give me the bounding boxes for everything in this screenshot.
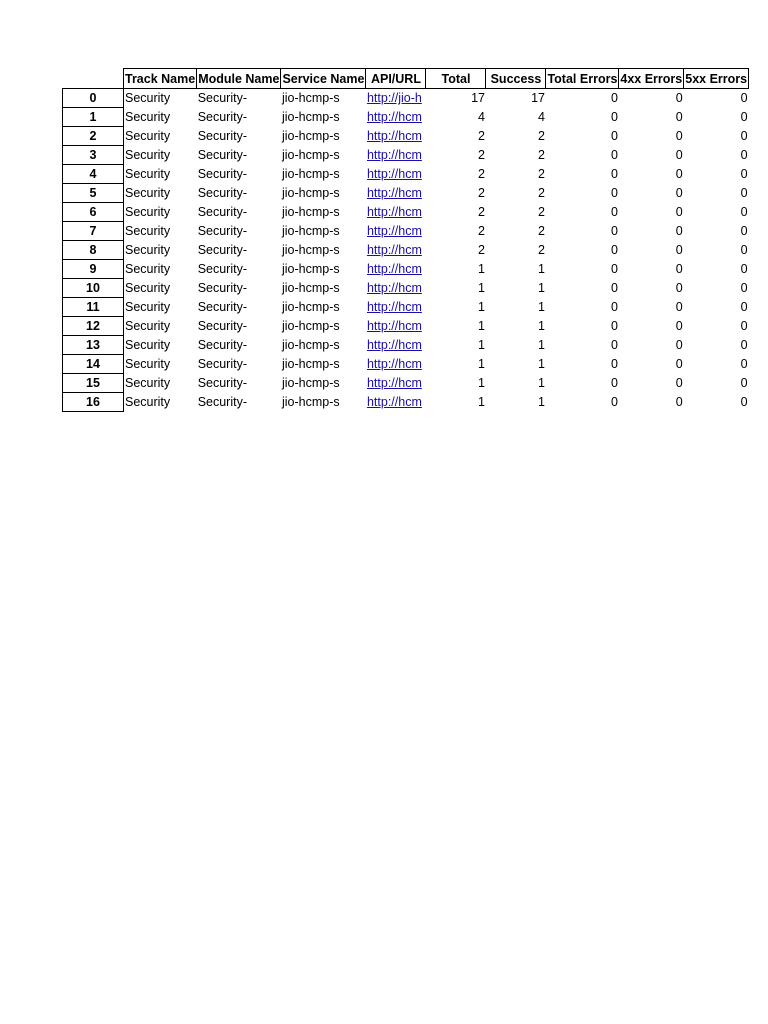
column-header-service-name: Service Name: [281, 69, 366, 89]
cell-service-name: jio-hcmp-s: [281, 395, 340, 409]
row-index: 12: [63, 317, 124, 336]
cell-5xx-errors: 0: [740, 91, 748, 106]
cell-success: 1: [538, 300, 545, 314]
cell-success: 1: [538, 281, 545, 295]
cell-service-name: jio-hcmp-s: [281, 186, 340, 200]
cell-api-url: [366, 241, 426, 260]
cell-total-errors: 0: [610, 205, 618, 219]
cell-module-name: Security-: [197, 376, 248, 390]
cell-track-name: Security: [125, 148, 171, 162]
row-index: 11: [63, 298, 124, 317]
cell-track-name: Security: [125, 262, 171, 276]
cell-5xx-errors: 0: [740, 186, 748, 200]
api-url-link[interactable]: http://hcm: [366, 167, 422, 181]
cell-success: 2: [538, 167, 545, 181]
row-index: 15: [63, 374, 124, 393]
cell-total-errors: 0: [610, 376, 618, 390]
cell-service-name: jio-hcmp-s: [281, 224, 340, 238]
cell-api-url: [366, 127, 426, 146]
row-index: 2: [63, 127, 124, 146]
cell-module-name: Security-: [197, 300, 248, 314]
cell-module-name: Security-: [197, 129, 248, 143]
api-url-link[interactable]: http://hcm: [366, 129, 422, 143]
cell-module-name: Security-: [197, 186, 248, 200]
cell-total: 2: [478, 224, 485, 238]
cell-4xx-errors: 0: [675, 338, 683, 352]
api-url-link[interactable]: http://hcm: [366, 319, 422, 333]
api-url-link[interactable]: http://hcm: [366, 224, 422, 238]
cell-success: 2: [538, 186, 545, 200]
cell-4xx-errors: 0: [675, 91, 683, 106]
cell-5xx-errors: 0: [740, 129, 748, 143]
cell-total-errors: 0: [610, 319, 618, 333]
cell-success: 2: [538, 205, 545, 219]
row-index: 13: [63, 336, 124, 355]
row-index: 9: [63, 260, 124, 279]
cell-api-url: [366, 165, 426, 184]
cell-api-url: [366, 89, 426, 108]
table-row: [63, 336, 749, 355]
cell-4xx-errors: 0: [675, 224, 683, 238]
cell-success: 2: [538, 243, 545, 257]
cell-4xx-errors: 0: [675, 281, 683, 295]
cell-track-name: Security: [125, 243, 171, 257]
cell-total-errors: 0: [610, 91, 618, 106]
cell-service-name: jio-hcmp-s: [281, 319, 340, 333]
cell-module-name: Security-: [197, 319, 248, 333]
api-url-link[interactable]: http://hcm: [366, 205, 422, 219]
cell-api-url: [366, 146, 426, 165]
cell-track-name: Security: [125, 224, 171, 238]
row-index: 4: [63, 165, 124, 184]
cell-track-name: Security: [125, 319, 171, 333]
cell-5xx-errors: 0: [740, 281, 748, 295]
cell-api-url: [366, 374, 426, 393]
cell-total-errors: 0: [610, 281, 618, 295]
cell-5xx-errors: 0: [740, 262, 748, 276]
cell-module-name: Security-: [197, 110, 248, 124]
cell-5xx-errors: 0: [740, 224, 748, 238]
cell-total: 1: [478, 281, 485, 295]
cell-success: 1: [538, 319, 545, 333]
cell-total-errors: 0: [610, 300, 618, 314]
cell-4xx-errors: 0: [675, 167, 683, 181]
column-header-api-url: API/URL: [366, 69, 426, 89]
cell-api-url: [366, 279, 426, 298]
table-body: [63, 89, 749, 412]
cell-track-name: Security: [125, 376, 171, 390]
cell-5xx-errors: 0: [740, 357, 748, 371]
api-url-link[interactable]: http://hcm: [366, 376, 422, 390]
cell-module-name: Security-: [197, 357, 248, 371]
row-index: 8: [63, 241, 124, 260]
cell-total: 2: [478, 167, 485, 181]
cell-total-errors: 0: [610, 148, 618, 162]
api-url-link[interactable]: http://hcm: [366, 395, 422, 409]
cell-5xx-errors: 0: [740, 395, 748, 409]
cell-4xx-errors: 0: [675, 205, 683, 219]
row-index: 0: [63, 89, 124, 108]
api-url-link[interactable]: http://hcm: [366, 243, 422, 257]
cell-success: 1: [538, 376, 545, 390]
cell-service-name: jio-hcmp-s: [281, 281, 340, 295]
cell-total: 1: [478, 376, 485, 390]
cell-module-name: Security-: [197, 395, 248, 409]
table-row: [63, 165, 749, 184]
cell-success: 1: [538, 262, 545, 276]
cell-track-name: Security: [125, 205, 171, 219]
cell-service-name: jio-hcmp-s: [281, 110, 340, 124]
cell-5xx-errors: 0: [740, 300, 748, 314]
table-row: [63, 260, 749, 279]
cell-module-name: Security-: [197, 243, 248, 257]
cell-total: 2: [478, 148, 485, 162]
cell-api-url: [366, 355, 426, 374]
column-header-total-errors: Total Errors: [546, 69, 619, 89]
row-index: 3: [63, 146, 124, 165]
cell-5xx-errors: 0: [740, 205, 748, 219]
row-index: 14: [63, 355, 124, 374]
cell-success: 2: [538, 224, 545, 238]
cell-total: 2: [478, 129, 485, 143]
cell-total: 4: [478, 110, 485, 124]
cell-4xx-errors: 0: [675, 129, 683, 143]
table-row: [63, 317, 749, 336]
table-row: [63, 374, 749, 393]
cell-total: 1: [478, 395, 485, 409]
table-row: [63, 393, 749, 412]
cell-service-name: jio-hcmp-s: [281, 338, 340, 352]
cell-5xx-errors: 0: [740, 167, 748, 181]
table-row: [63, 355, 749, 374]
cell-track-name: Security: [125, 110, 171, 124]
cell-4xx-errors: 0: [675, 110, 683, 124]
table-row: [63, 127, 749, 146]
cell-service-name: jio-hcmp-s: [281, 300, 340, 314]
cell-service-name: jio-hcmp-s: [281, 167, 340, 181]
cell-5xx-errors: 0: [740, 338, 748, 352]
cell-4xx-errors: 0: [675, 243, 683, 257]
cell-4xx-errors: 0: [675, 319, 683, 333]
api-url-link[interactable]: http://jio-h: [366, 91, 422, 106]
cell-module-name: Security-: [197, 91, 248, 106]
cell-4xx-errors: 0: [675, 300, 683, 314]
cell-4xx-errors: 0: [675, 395, 683, 409]
table-row: [63, 241, 749, 260]
cell-api-url: [366, 393, 426, 412]
header-row: [63, 69, 749, 89]
cell-5xx-errors: 0: [740, 319, 748, 333]
cell-success: 1: [538, 338, 545, 352]
api-url-link[interactable]: http://hcm: [366, 186, 422, 200]
cell-api-url: [366, 298, 426, 317]
row-index: 1: [63, 108, 124, 127]
cell-5xx-errors: 0: [740, 243, 748, 257]
row-index: 7: [63, 222, 124, 241]
cell-total: 1: [478, 262, 485, 276]
cell-service-name: jio-hcmp-s: [281, 357, 340, 371]
cell-module-name: Security-: [197, 148, 248, 162]
cell-total-errors: 0: [610, 243, 618, 257]
row-index: 10: [63, 279, 124, 298]
table-row: [63, 146, 749, 165]
cell-total-errors: 0: [610, 357, 618, 371]
cell-5xx-errors: 0: [740, 110, 748, 124]
cell-api-url: [366, 203, 426, 222]
cell-4xx-errors: 0: [675, 376, 683, 390]
table-row: [63, 298, 749, 317]
row-index: 6: [63, 203, 124, 222]
cell-module-name: Security-: [197, 281, 248, 295]
cell-api-url: [366, 222, 426, 241]
cell-module-name: Security-: [197, 167, 248, 181]
cell-total-errors: 0: [610, 262, 618, 276]
cell-module-name: Security-: [197, 262, 248, 276]
cell-service-name: jio-hcmp-s: [281, 376, 340, 390]
cell-track-name: Security: [125, 395, 171, 409]
cell-track-name: Security: [125, 357, 171, 371]
cell-api-url: [366, 336, 426, 355]
data-table: [62, 68, 749, 412]
column-header-total: Total: [426, 69, 486, 89]
table-row: [63, 89, 749, 108]
cell-5xx-errors: 0: [740, 376, 748, 390]
cell-success: 4: [538, 110, 545, 124]
api-url-link[interactable]: http://hcm: [366, 110, 422, 124]
cell-service-name: jio-hcmp-s: [281, 262, 340, 276]
cell-total: 2: [478, 205, 485, 219]
cell-success: 1: [538, 357, 545, 371]
cell-service-name: jio-hcmp-s: [281, 205, 340, 219]
cell-service-name: jio-hcmp-s: [281, 148, 340, 162]
corner-cell: [63, 69, 124, 89]
table-row: [63, 222, 749, 241]
cell-total: 1: [478, 338, 485, 352]
cell-total: 1: [478, 357, 485, 371]
cell-total: 17: [471, 91, 485, 106]
row-index: 5: [63, 184, 124, 203]
column-header-track-name: Track Name: [124, 69, 197, 89]
cell-total-errors: 0: [610, 395, 618, 409]
column-header-4xx-errors: 4xx Errors: [619, 69, 684, 89]
cell-track-name: Security: [125, 91, 171, 106]
cell-success: 2: [538, 129, 545, 143]
cell-total: 1: [478, 319, 485, 333]
cell-module-name: Security-: [197, 224, 248, 238]
table-row: [63, 184, 749, 203]
cell-api-url: [366, 184, 426, 203]
cell-service-name: jio-hcmp-s: [281, 243, 340, 257]
api-url-link[interactable]: http://hcm: [366, 281, 422, 295]
cell-4xx-errors: 0: [675, 357, 683, 371]
column-header-5xx-errors: 5xx Errors: [684, 69, 749, 89]
cell-total-errors: 0: [610, 129, 618, 143]
cell-4xx-errors: 0: [675, 262, 683, 276]
api-url-link[interactable]: http://hcm: [366, 300, 422, 314]
api-url-link[interactable]: http://hcm: [366, 148, 422, 162]
cell-success: 2: [538, 148, 545, 162]
column-header-module-name: Module Name: [197, 69, 281, 89]
cell-service-name: jio-hcmp-s: [281, 129, 340, 143]
cell-track-name: Security: [125, 167, 171, 181]
cell-success: 1: [538, 395, 545, 409]
cell-api-url: [366, 108, 426, 127]
cell-total: 2: [478, 186, 485, 200]
cell-track-name: Security: [125, 186, 171, 200]
table-row: [63, 108, 749, 127]
cell-module-name: Security-: [197, 338, 248, 352]
cell-track-name: Security: [125, 281, 171, 295]
cell-module-name: Security-: [197, 205, 248, 219]
cell-4xx-errors: 0: [675, 148, 683, 162]
cell-total: 2: [478, 243, 485, 257]
cell-api-url: [366, 317, 426, 336]
table-header: [63, 69, 749, 89]
cell-total-errors: 0: [610, 224, 618, 238]
cell-total-errors: 0: [610, 186, 618, 200]
cell-service-name: jio-hcmp-s: [281, 91, 340, 106]
cell-total-errors: 0: [610, 167, 618, 181]
cell-4xx-errors: 0: [675, 186, 683, 200]
table-row: [63, 203, 749, 222]
column-header-success: Success: [486, 69, 546, 89]
cell-track-name: Security: [125, 338, 171, 352]
cell-api-url: [366, 260, 426, 279]
cell-track-name: Security: [125, 300, 171, 314]
cell-5xx-errors: 0: [740, 148, 748, 162]
cell-success: 17: [531, 91, 545, 106]
cell-total: 1: [478, 300, 485, 314]
api-url-link[interactable]: http://hcm: [366, 357, 422, 371]
api-url-link[interactable]: http://hcm: [366, 338, 422, 352]
table-row: [63, 279, 749, 298]
api-url-link[interactable]: http://hcm: [366, 262, 422, 276]
cell-track-name: Security: [125, 129, 171, 143]
cell-total-errors: 0: [610, 338, 618, 352]
cell-total-errors: 0: [610, 110, 618, 124]
row-index: 16: [63, 393, 124, 412]
